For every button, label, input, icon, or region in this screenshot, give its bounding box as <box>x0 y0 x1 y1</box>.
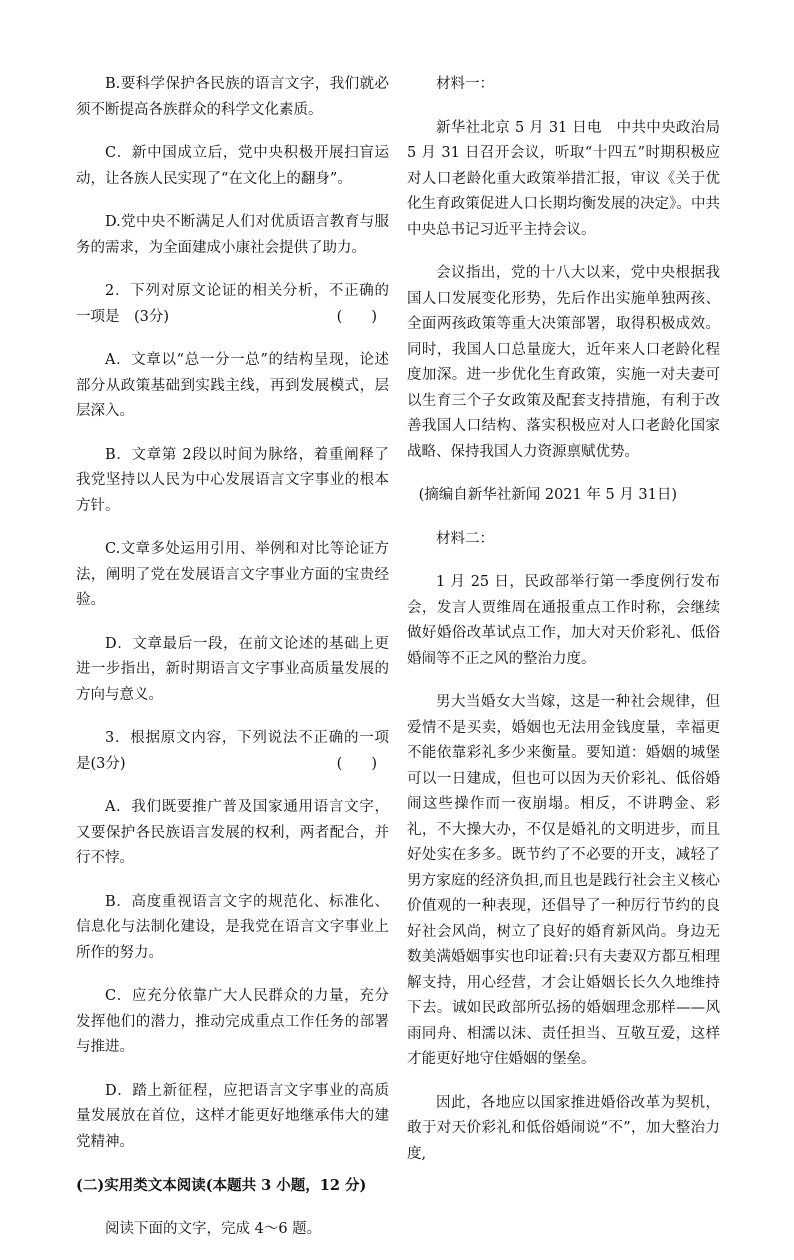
material-2-paragraph-2: 男大当婚女大当嫁，这是一种社会规律，但爱情不是买卖，婚姻也无法用金钱度量，幸福更不能依靠彩礼多少来衡量。要知道：婚姻的城堡可以一日建成，但也可以因为天价彩礼、低俗婚闹这些操作而一夜崩塌。相反，不讲聘金、彩礼，不大操大办，不仅是婚礼的文明进步，而且好处实在多多。既节约了不必要的开支，减轻了男方家庭的经济负担,而且也是践行社会主义核心价值观的一种表现，还倡导了一种厉行节约的良好社会风尚，树立了良好的婚育新风尚。身边无数美满婚姻事实也印证着:只有夫妻双方都互相理解支持，用心经营，才会让婚姻长长久久地维持下去。诚如民政部所弘扬的婚姻理念那样——风雨同舟、相濡以沫、责任担当、互敬互爱，这样才能更好地守住婚姻的堡垒。 <box>407 694 720 1067</box>
q2-option-a: A．文章以“总一分一总”的结构呈现，论述部分从政策基础到实践主线，再到发展模式，层层深入。 <box>76 352 389 419</box>
q1-option-c: C．新中国成立后，党中央积极开展扫盲运动，让各族人民实现了“在文化上的翻身”。 <box>76 145 389 187</box>
material-1-paragraph-2: 会议指出，党的十八大以来，党中央根据我国人口发展变化形势，先后作出实施单独两孩、全面两孩政策等重大决策部署，取得积极成效。同时，我国人口总量庞大，近年来人口老龄化程度加深。进一步优化生育政策，实施一对夫妻可以生育三个子女政策及配套支持措施，有利于改善我国人口结构、落实积极应对人口老龄化国家战略、保持我国人力资源禀赋优势。 <box>407 265 720 460</box>
q3-option-b: B．高度重视语言文字的规范化、标准化、信息化与法制化建设，是我党在语言文字事业上所作的努力。 <box>76 893 389 961</box>
material-1-source: (摘编自新华社新闻 2021 年 5 月 31日) <box>418 487 678 503</box>
q2-option-d: D．文章最后一段，在前文论述的基础上更进一步指出，新时期语言文字事业高质量发展的方向与意义。 <box>76 635 389 703</box>
q3-option-c: C．应充分依靠广大人民群众的力量，充分发挥他们的潜力，推动完成重点工作任务的部署与推进。 <box>76 988 389 1055</box>
q2-stem-text: 2．下列对原文论证的相关分析，不正确的一项是 (3分) <box>76 283 389 325</box>
left-column <box>76 72 389 1260</box>
q3-stem <box>76 726 389 777</box>
material-2-paragraph-1: 1 月 25 日，民政部举行第一季度例行发布会，发言人贾维周在通报重点工作时称，会继续做好婚俗改革试点工作，加大对天价彩礼、低俗婚闹等不正之风的整治力度。 <box>407 574 720 667</box>
q3-option-a: A．我们既要推广普及国家通用语言文字，又要保护各民族语言发展的权利，两者配合，并行不悖。 <box>76 799 389 866</box>
q2-option-b: B．文章第 2段以时间为脉络，着重阐释了我党坚持以人民为中心发展语言文字事业的根本方针。 <box>76 446 389 514</box>
q2-stem <box>76 279 389 330</box>
material-1-label: 材料一： <box>436 76 494 92</box>
q2-answer-blank: ( ) <box>336 308 377 325</box>
q1-option-d: D.党中央不断满足人们对优质语言教育与服务的需求，为全面建成小康社会提供了助力。 <box>76 214 389 256</box>
right-column <box>407 72 720 1185</box>
section-heading: (二)实用类文本阅读(本题共 3 小题，12 分) <box>76 1177 367 1194</box>
reading-instruction: 阅读下面的文字，完成 4～6 题。 <box>105 1220 322 1237</box>
q3-stem-text: 3．根据原文内容，下列说法不正确的一项是(3分) <box>76 730 389 772</box>
q1-option-b: B.要科学保护各民族的语言文字，我们就必须不断提高各族群众的科学文化素质。 <box>76 76 389 118</box>
q3-option-d: D．踏上新征程，应把语言文字事业的高质量发展放在首位，这样才能更好地继承伟大的建党精神。 <box>76 1082 389 1150</box>
q2-option-c: C.文章多处运用引用、举例和对比等论证方法，阐明了党在发展语言文字事业方面的宝贵经验。 <box>76 541 389 608</box>
q3-answer-blank: ( ) <box>336 755 377 772</box>
material-1-paragraph-1: 新华社北京 5 月 31 日电 中共中央政治局 5 月 31 日召开会议，听取“十四五”时期积极应对人口老龄化重大政策举措汇报，审议《关于优化生育政策促进人口长期均衡发展的决定》。中共中央总书记习近平主持会议。 <box>407 119 720 238</box>
material-2-label: 材料二： <box>436 530 494 547</box>
material-2-paragraph-3: 因此，各地应以国家推进婚俗改革为契机，敢于对天价彩礼和低俗婚闹说“不”，加大整治力度, <box>407 1094 720 1162</box>
